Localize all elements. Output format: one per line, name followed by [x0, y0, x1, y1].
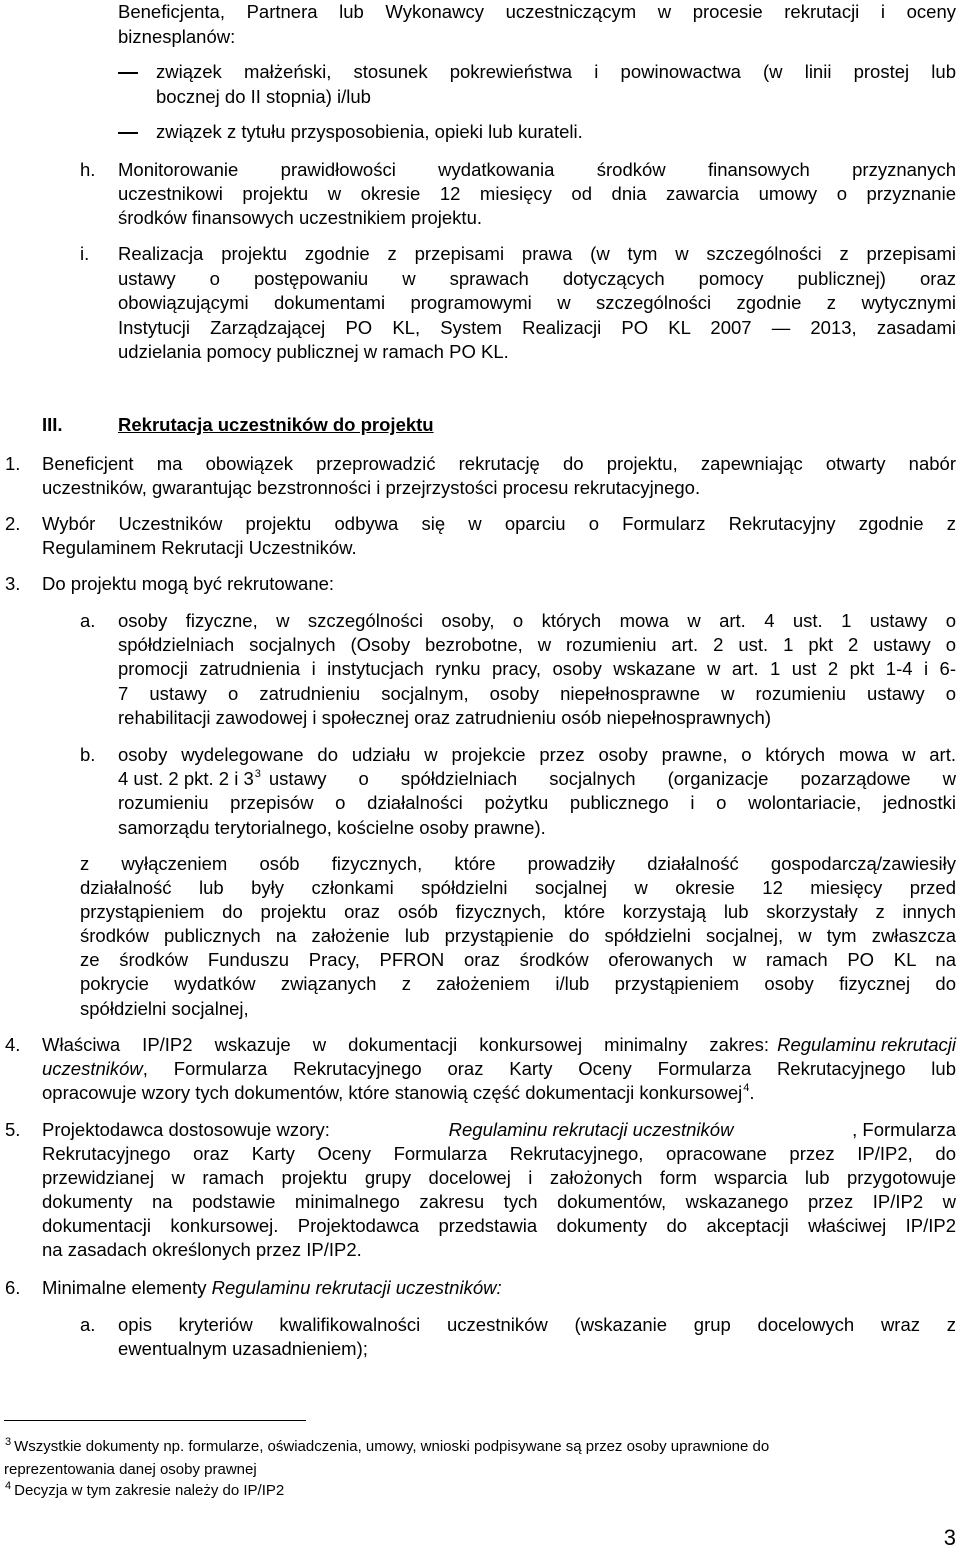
dash-item-1-line-1: związek małżeński, stosunek pokrewieństwa i powinowactwa (w linii prostej lub [156, 61, 956, 82]
p3a-line-4: 7 ustawy o zatrudnieniu socjalnym, osoby niepełnosprawne w rozumieniu ustawy o [118, 683, 956, 704]
p5-line-2: Rekrutacyjnego oraz Karty Oceny Formularza Rekrutacyjnego, opracowane przez IP/IP2, do [42, 1143, 956, 1164]
p3a-line-3: promocji zatrudnienia i instytucjach rynku pracy, osoby wskazane w art. 1 ust 2 pkt 1-4 i 6- [118, 658, 956, 679]
p6-label: 6. [5, 1277, 21, 1298]
p4-label: 4. [5, 1034, 21, 1055]
p3a-line-2: spółdzielniach socjalnych (Osoby bezrobotne, w rozumieniu art. 2 ust. 1 pkt 2 ustawy o [118, 634, 956, 655]
p5-line-6: na zasadach określonych przez IP/IP2. [42, 1239, 362, 1260]
footnote-separator [4, 1420, 306, 1421]
item-i-label: i. [80, 243, 90, 264]
dash-bullet [118, 132, 138, 134]
p3-excl-line-4: środków publicznych na założenie lub przystąpienie do spółdzielni socjalnej, w tym zwłaszcza [80, 925, 956, 946]
footnote-ref-3: 3 [254, 768, 261, 780]
p4-line-2-text: , Formularza Rekrutacyjnego oraz Karty Oceny Formularza Rekrutacyjnego lub [142, 1058, 956, 1079]
p3b-line-1: osoby wydelegowane do udziału w projekcie przez osoby prawne, o których mowa w art. [118, 744, 956, 765]
p3-excl-line-6: pokrycie wydatków związanych z założeniem i/lub przystąpieniem osoby fizycznej do [80, 973, 956, 994]
p3-label: 3. [5, 573, 21, 594]
p3-excl-line-3: przystąpieniem do projektu oraz osób fizycznych, które korzystają lub skorzystały z innych [80, 901, 956, 922]
p1-label: 1. [5, 453, 21, 474]
p3a-line-5: rehabilitacji zawodowej i społecznej oraz zatrudnieniu osób niepełnosprawnych) [118, 707, 772, 728]
p6a-label: a. [80, 1314, 96, 1335]
p5-line-3: przewidzianej w ramach projektu grupy docelowej i założonych form wsparcia lub przygotowuje [42, 1167, 956, 1188]
footnote-3-text: Wszystkie dokumenty np. formularze, oświadczenia, umowy, wnioski podpisywane są przez osoby uprawnione do [14, 1438, 770, 1455]
p3b-line-2-text-a: 4 ust. 2 pkt. 2 i 3 [118, 768, 254, 789]
p3a-line-1: osoby fizyczne, w szczególności osoby, o których mowa w art. 4 ust. 1 ustawy o [118, 610, 956, 631]
section-number: III. [42, 414, 63, 435]
page-number: 3 [943, 1525, 956, 1550]
p2-line-1: Wybór Uczestników projektu odbywa się w oparciu o Formularz Rekrutacyjny zgodnie z [42, 513, 956, 534]
p3b-line-2-text-b: ustawy o spółdzielniach socjalnych (organizacje pozarządowe w [268, 768, 956, 789]
p5-line-4: dokumenty na podstawie minimalnego zakresu tych dokumentów, wskazanego przez IP/IP2 w [42, 1191, 956, 1212]
footnote-3-line-1 [4, 1437, 769, 1458]
p4-line-2-italic: uczestników [42, 1058, 143, 1079]
intro-line-2: biznesplanów: [118, 26, 236, 47]
p6-line-1 [42, 1276, 502, 1301]
item-h-line-2: uczestnikowi projektu w okresie 12 miesięcy od dnia zawarcia umowy o przyznanie [118, 183, 956, 204]
p3b-line-4: samorządu terytorialnego, kościelne osoby prawne). [118, 817, 546, 838]
p5-line-1-text-a: Projektodawca dostosowuje wzory: [42, 1119, 330, 1140]
footnote-4-number: 4 [5, 1480, 12, 1492]
p3-excl-line-5: ze środków Funduszu Pracy, PFRON oraz środków oferowanych w ramach PO KL na [80, 949, 956, 970]
p2-label: 2. [5, 513, 21, 534]
item-h-line-1: Monitorowanie prawidłowości wydatkowania środków finansowych przyznanych [118, 159, 956, 180]
p2-line-2: Regulaminem Rekrutacji Uczestników. [42, 537, 357, 558]
dash-bullet [118, 72, 138, 74]
item-i-line-3: obowiązującymi dokumentami programowymi w szczególności zgodnie z wytycznymi [118, 292, 956, 313]
p4-line-3-text: opracowuje wzory tych dokumentów, które stanowią część dokumentacji konkursowej [42, 1082, 743, 1103]
p3-line-1: Do projektu mogą być rekrutowane: [42, 573, 335, 594]
p4-line-1-text: Właściwa IP/IP2 wskazuje w dokumentacji konkursowej minimalny zakres: [42, 1034, 770, 1055]
p5-label: 5. [5, 1119, 21, 1140]
p5-line-1 [42, 1118, 956, 1143]
p6a-line-1: opis kryteriów kwalifikowalności uczestników (wskazanie grup docelowych wraz z [118, 1314, 956, 1335]
item-i-line-5: udzielania pomocy publicznej w ramach PO KL. [118, 341, 509, 362]
p4-line-2 [42, 1057, 956, 1082]
p6a-line-2: ewentualnym uzasadnieniem); [118, 1338, 368, 1359]
section-title: Rekrutacja uczestników do projektu [118, 414, 434, 435]
p4-line-1-italic: Regulaminu rekrutacji [777, 1034, 956, 1055]
p1-line-2: uczestników, gwarantując bezstronności i przejrzystości procesu rekrutacyjnego. [42, 477, 701, 498]
item-i-line-1: Realizacja projektu zgodnie z przepisami prawa (w tym w szczególności z przepisami [118, 243, 956, 264]
item-i-line-4: Instytucji Zarządzającej PO KL, System Realizacji PO KL 2007 — 2013, zasadami [118, 317, 956, 338]
footnote-3-line-2: reprezentowania danej osoby prawnej [4, 1461, 257, 1478]
intro-line-1: Beneficjenta, Partnera lub Wykonawcy uczestniczącym w procesie rekrutacji i oceny [118, 1, 956, 22]
p3b-label: b. [80, 744, 96, 765]
dash-item-1-line-2: bocznej do II stopnia) i/lub [156, 86, 371, 107]
p1-line-1: Beneficjent ma obowiązek przeprowadzić rekrutację do projektu, zapewniając otwarty nabór [42, 453, 956, 474]
p6-line-1-text: Minimalne elementy [42, 1277, 212, 1298]
item-h-label: h. [80, 159, 96, 180]
footnote-3-number: 3 [5, 1436, 12, 1448]
footnote-4-text: Decyzja w tym zakresie należy do IP/IP2 [14, 1482, 285, 1499]
p5-line-1-italic: Regulaminu rekrutacji uczestników [448, 1119, 734, 1140]
p4-line-1 [42, 1033, 956, 1058]
p4-line-3 [42, 1081, 755, 1109]
p5-line-5: dokumentacji konkursowej. Projektodawca przedstawia dokumenty do akceptacji właściwej IP/IP2 [42, 1215, 956, 1236]
footnote-ref-4: 4 [743, 1082, 750, 1094]
p4-line-3-end: . [749, 1082, 755, 1103]
footnote-4-line-1 [4, 1481, 284, 1502]
item-i-line-2: ustawy o postępowaniu w sprawach dotyczących pomocy publicznej) oraz [118, 268, 956, 289]
p5-line-1-text-c: , Formularza [852, 1119, 956, 1140]
p3-excl-line-1: z wyłączeniem osób fizycznych, które prowadziły działalność gospodarczą/zawiesiły [80, 853, 956, 874]
p6-line-1-italic: Regulaminu rekrutacji uczestników: [211, 1277, 502, 1298]
p3a-label: a. [80, 610, 96, 631]
p3-excl-line-2: działalność lub były członkami spółdzielni socjalnej w okresie 12 miesięcy przed [80, 877, 956, 898]
p3-excl-line-7: spółdzielni socjalnej, [80, 998, 249, 1019]
dash-item-2-line-1: związek z tytułu przysposobienia, opieki lub kurateli. [156, 121, 583, 142]
p3b-line-3: rozumieniu przepisów o działalności pożytku publicznego i o wolontariacie, jednostki [118, 792, 956, 813]
item-h-line-3: środków finansowych uczestnikiem projektu. [118, 207, 482, 228]
